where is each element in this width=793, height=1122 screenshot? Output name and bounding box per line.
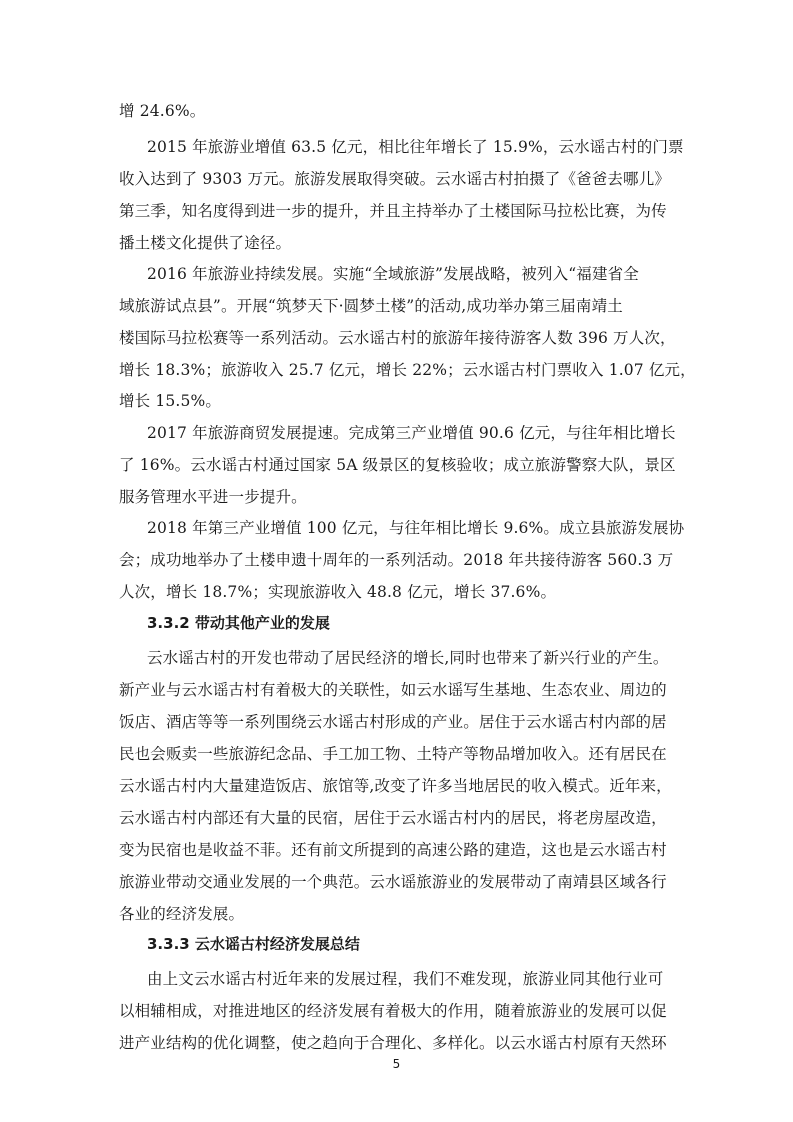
text-line: 各业的经济发展。: [119, 905, 245, 923]
text-line: 人次，增长 18.7%；实现旅游收入 48.8 亿元，增长 37.6%。: [119, 583, 557, 601]
text-line: 服务管理水平进一步提升。: [119, 488, 307, 506]
text-line: 民也会贩卖一些旅游纪念品、手工加工物、土特产等物品增加收入。还有居民在: [119, 745, 667, 763]
text-line: 域旅游试点县”。开展“筑梦天下·圆梦土楼”的活动,成功举办第三届南靖土: [119, 297, 623, 315]
section-heading: 3.3.3 云水谣古村经济发展总结: [147, 935, 360, 953]
text-line: 增长 15.5%。: [119, 392, 222, 410]
text-line: 以相辅相成，对推进地区的经济发展有着极大的作用，随着旅游业的发展可以促: [119, 1002, 667, 1020]
text-line: 饭店、酒店等等一系列围绕云水谣古村形成的产业。居住于云水谣古村内部的居: [119, 713, 667, 731]
text-line: 会；成功地举办了土楼申遗十周年的一系列活动。2018 年共接待游客 560.3 万: [119, 551, 674, 569]
text-line: 变为民宿也是收益不菲。还有前文所提到的高速公路的建造，这也是云水谣古村: [119, 841, 667, 859]
text-line: 2016 年旅游业持续发展。实施“全域旅游”发展战略，被列入“福建省全: [147, 265, 639, 283]
text-line: 播土楼文化提供了途径。: [119, 234, 292, 252]
text-line: 2017 年旅游商贸发展提速。完成第三产业增值 90.6 亿元，与往年相比增长: [147, 424, 676, 442]
section-heading: 3.3.2 带动其他产业的发展: [147, 614, 330, 632]
text-line: 收入达到了 9303 万元。旅游发展取得突破。云水谣古村拍摄了《爸爸去哪儿》: [119, 170, 671, 188]
text-line: 进产业结构的优化调整，使之趋向于合理化、多样化。以云水谣古村原有天然环: [119, 1034, 667, 1052]
text-line: 云水谣古村的开发也带动了居民经济的增长,同时也带来了新兴行业的产生。: [147, 649, 669, 667]
text-line: 由上文云水谣古村近年来的发展过程，我们不难发现，旅游业同其他行业可: [147, 970, 664, 988]
text-line: 第三季，知名度得到进一步的提升，并且主持举办了土楼国际马拉松比赛，为传: [119, 202, 667, 220]
text-line: 增长 18.3%；旅游收入 25.7 亿元，增长 22%；云水谣古村门票收入 1.07 亿元，: [119, 361, 696, 379]
text-line: 增 24.6%。: [119, 102, 206, 120]
text-line: 云水谣古村内大量建造饭店、旅馆等,改变了许多当地居民的收入模式。近年来，: [119, 777, 672, 795]
text-line: 楼国际马拉松赛等一系列活动。云水谣古村的旅游年接待游客人数 396 万人次，: [119, 329, 676, 347]
text-line: 旅游业带动交通业发展的一个典范。云水谣旅游业的发展带动了南靖县区域各行: [119, 873, 667, 891]
text-line: 了 16%。云水谣古村通过国家 5A 级景区的复核验收；成立旅游警察大队，景区: [119, 456, 676, 474]
text-line: 2018 年第三产业增值 100 亿元，与往年相比增长 9.6%。成立县旅游发展协: [147, 519, 685, 537]
text-line: 新产业与云水谣古村有着极大的关联性，如云水谣写生基地、生态农业、周边的: [119, 681, 667, 699]
page-number: 5: [392, 1057, 401, 1071]
text-line: 2015 年旅游业增值 63.5 亿元，相比往年增长了 15.9%，云水谣古村的门票: [147, 138, 684, 156]
text-line: 云水谣古村内部还有大量的民宿，居住于云水谣古村内的居民，将老房屋改造，: [119, 809, 667, 827]
